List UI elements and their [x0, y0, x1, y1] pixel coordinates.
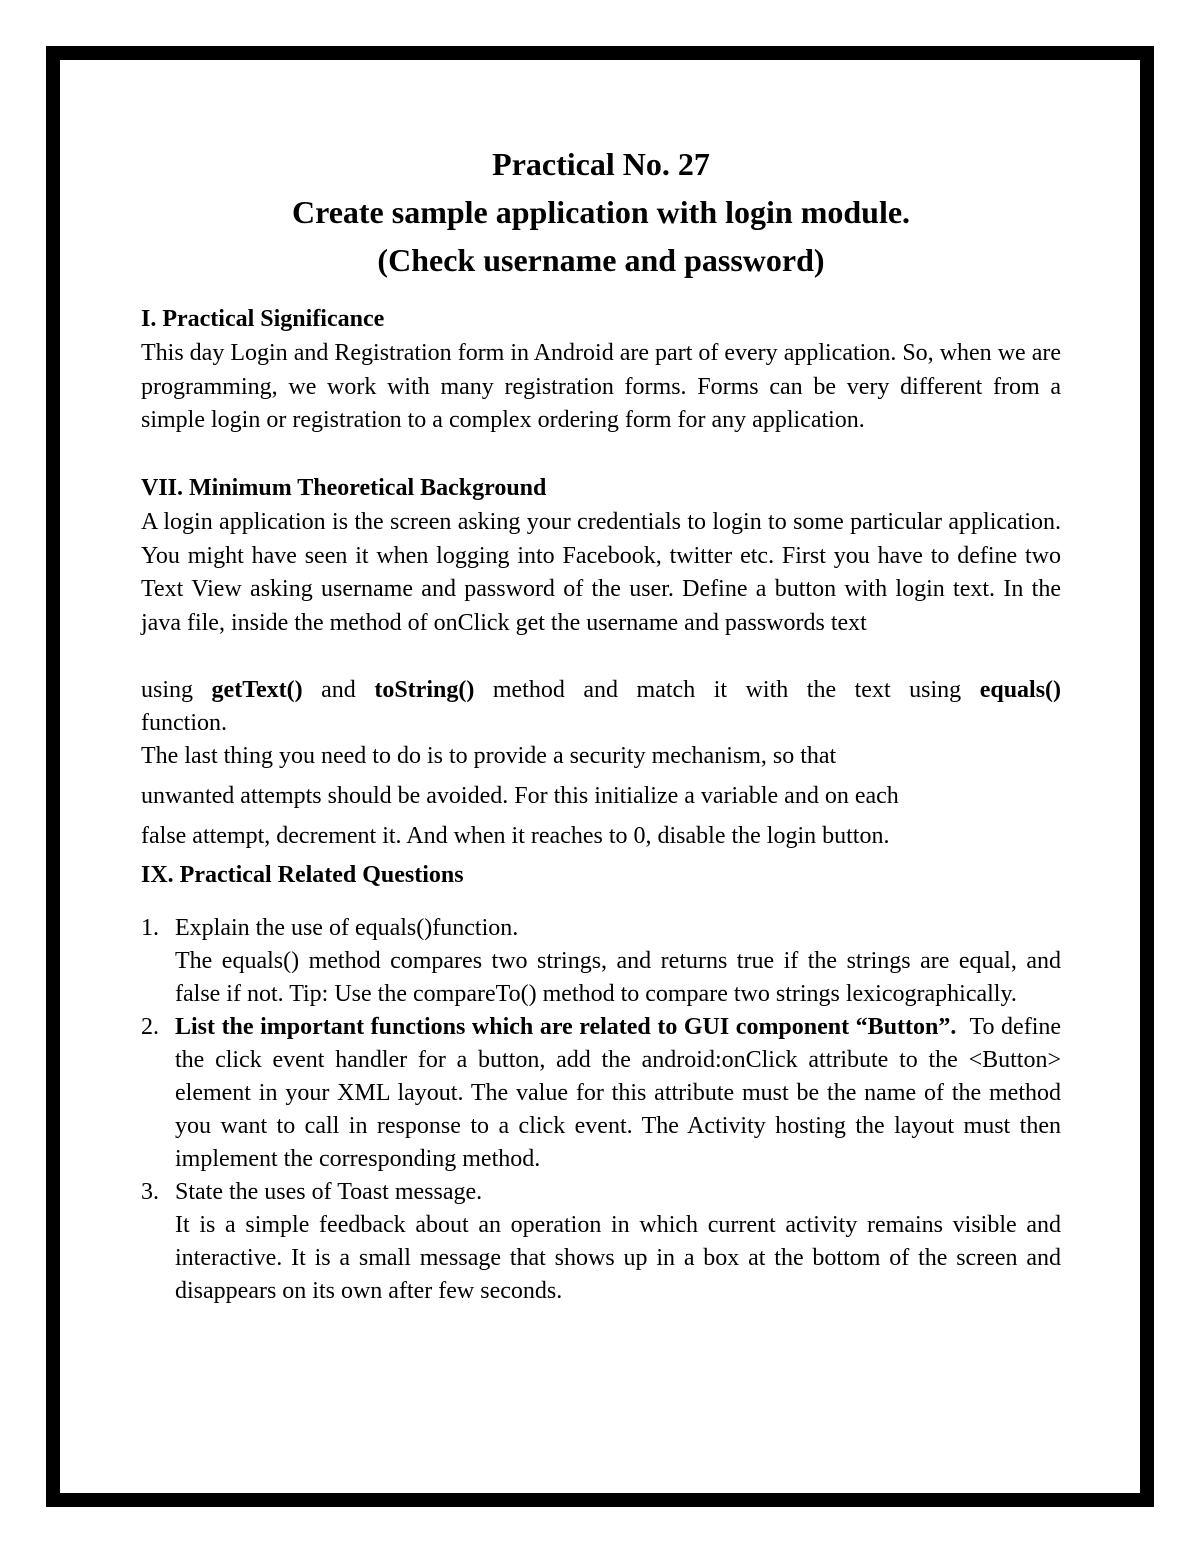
question-text: [175, 1176, 1061, 1308]
question-number: 2.: [141, 1014, 159, 1040]
using-word: using: [141, 677, 194, 703]
title-line-2: Create sample application with login module.: [291, 194, 911, 230]
question-answer: The equals() method compares two strings, and returns true if the strings are equal, and false if not. Tip: Use the compareTo() method to compare two strings lexicographically.: [175, 948, 1061, 1007]
section-heading-questions: IX. Practical Related Questions: [141, 862, 464, 888]
security-line-1: The last thing you need to do is to provide a security mechanism, so that: [141, 743, 837, 769]
function-word-line: function.: [141, 710, 227, 736]
section-heading-significance: I. Practical Significance: [141, 306, 385, 332]
security-line-2: unwanted attempts should be avoided. For this initialize a variable and on each: [141, 783, 899, 809]
question-text: [175, 1011, 1061, 1176]
question-answer: To define the click event handler for a button, add the android:onClick attribute to the <Button> element in your XML layout. The value for this attribute must be the name of the method you want to call in response to a click event. The Activity hosting the layout must then implement the corresponding method.: [175, 1014, 1062, 1172]
question-title: State the uses of Toast message.: [175, 1179, 483, 1205]
question-text: [175, 912, 1061, 1011]
title-line-3: (Check username and password): [377, 242, 825, 278]
background-paragraph: A login application is the screen asking your credentials to login to some particular application. You might have seen it when logging into Facebook, twitter etc. First you have to define two Text View asking username and password of the user. Define a button with login text. In the java file, inside the method of onClick get the username and passwords text: [141, 509, 1061, 636]
question-title: Explain the use of equals()function.: [175, 915, 519, 941]
method-match-text: method and match it with the text using: [492, 677, 962, 703]
question-number: 1.: [141, 915, 159, 941]
question-title: List the important functions which are related to GUI component “Button”.: [175, 1014, 957, 1040]
questions-list: [141, 912, 1061, 1308]
equals-method: equals(): [979, 677, 1062, 703]
title-line-1: Practical No. 27: [492, 146, 710, 182]
and-word: and: [321, 677, 356, 703]
security-line-3: false attempt, decrement it. And when it reaches to 0, disable the login button.: [141, 823, 890, 849]
tostring-method: toString(): [374, 677, 475, 703]
gettext-method: getText(): [211, 677, 303, 703]
methods-line: [141, 674, 1061, 707]
section-heading-background: VII. Minimum Theoretical Background: [141, 475, 547, 501]
page-title: [141, 140, 1061, 284]
question-item-3: [141, 1176, 1061, 1308]
significance-paragraph: This day Login and Registration form in Android are part of every application. So, when we are programming, we work with many registration forms. Forms can be very different from a simple login or registration to a complex ordering form for any application.: [141, 340, 1061, 433]
question-item-2: [141, 1011, 1061, 1176]
question-number: 3.: [141, 1179, 159, 1205]
question-answer: It is a simple feedback about an operation in which current activity remains visible and interactive. It is a small message that shows up in a box at the bottom of the screen and disappears on its own after few seconds.: [175, 1212, 1061, 1304]
question-item-1: [141, 912, 1061, 1011]
